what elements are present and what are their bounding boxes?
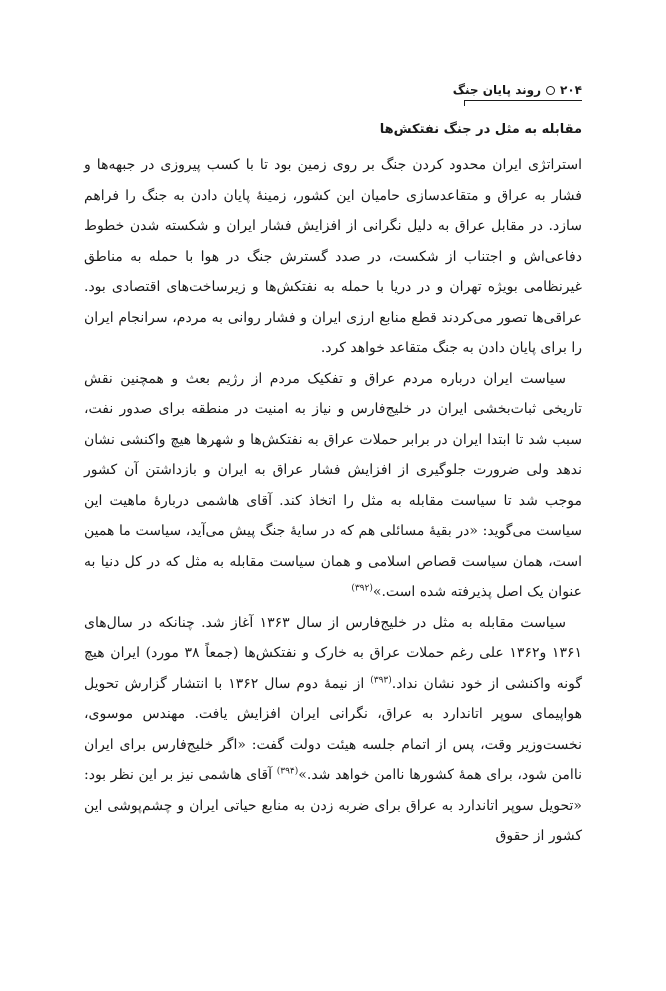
section-heading: مقابله به مثل در جنگ نفتکش‌ها — [379, 122, 582, 137]
paragraph-2 — [84, 364, 582, 608]
circle-ornament-icon — [546, 86, 555, 95]
paragraph-1 — [84, 150, 582, 364]
header-rule-tick — [464, 100, 465, 106]
paragraph-3-part-1: سیاست مقابله به مثل در خلیج‌فارس از سال ۱۳۶۳ آغاز شد. چنانکه در سال‌های ۱۳۶۱ و۱۳۶۲ علی رغم حملات عراق به خارک و نفتکش‌ها (جمعاً ۳۸ مورد) ایران هیچ گونه واکنشی از خود نشان نداد. — [84, 614, 582, 692]
paragraph-3 — [84, 608, 582, 852]
paragraph-3-part-2: از نیمهٔ دوم سال ۱۳۶۲ با انتشار گزارش تحویل هواپیمای سوپر اتاندارد به عراق، نگرانی ایران افزایش یافت. مهندس موسوی، نخست‌وزیر وقت، پس از اتمام جلسه هیئت دولت گفت: «اگر خلیج‌فارس برای ایران ناامن شود، برای همهٔ کشورها ناامن خواهد شد.» — [84, 675, 582, 783]
header-rule — [464, 100, 582, 101]
footnote-ref: (۳۹۴) — [276, 766, 299, 777]
footnote-ref: (۳۹۳) — [370, 674, 392, 685]
running-head — [84, 82, 582, 98]
paragraph-1-text: استراتژی ایران محدود کردن جنگ بر روی زمین بود تا با کسب پیروزی در جبهه‌ها و فشار به عراق و متقاعدسازی حامیان این کشور، زمینهٔ پایان دادن به جنگ را فراهم سازد. در مقابل عراق به دلیل نگرانی از افزایش فشار ایران و شکسته شدن خطوط دفاعی‌اش و اجتناب از شکست، در صدد گسترش جنگ در هوا با حمله به مناطق غیرنظامی بویژه تهران و در دریا با حمله به نفتکش‌ها و زیرساخت‌های اقتصادی بود. عراقی‌ها تصور می‌کردند قطع منابع ارزی ایران و فشار روانی به مردم، سرانجام ایران را برای پایان دادن به جنگ متقاعد خواهد کرد. — [84, 157, 582, 356]
running-title: روند پایان جنگ — [452, 83, 542, 97]
footnote-ref: (۳۹۲) — [351, 583, 373, 594]
paragraph-2-text: سیاست ایران درباره مردم عراق و تفکیک مردم از رژیم بعث و همچنین نقش تاریخی ثبات‌بخشی ایران در خلیج‌فارس و نیاز به امنیت در منطقه برای صدور نفت، سبب شد تا ابتدا ایران در برابر حملات عراق به نفتکش‌ها و شهرها هیچ واکنشی نشان ندهد ولی ضرورت جلوگیری از افزایش فشار عراق به ایران و بازداشتن آن کشور موجب شد تا سیاست مقابله به مثل را اتخاذ کند. آقای هاشمی دربارهٔ ماهیت این سیاست می‌گوید: «در بقیهٔ مسائلی هم که در سایهٔ جنگ پیش می‌آید، سیاست ما همین است، همان سیاست قصاص اسلامی و همان سیاست مقابله به مثل که در کل دنیا به عنوان یک اصل پذیرفته شده است.» — [84, 370, 582, 600]
page-number: ۲۰۴ — [560, 83, 582, 97]
paragraph-3-part-3: آقای هاشمی نیز بر این نظر بود: «تحویل سوپر اتاندارد به عراق برای ضربه زدن به منابع حیاتی ایران و چشم‌پوشی این کشور از حقوق — [84, 767, 582, 844]
body-text — [84, 150, 582, 852]
